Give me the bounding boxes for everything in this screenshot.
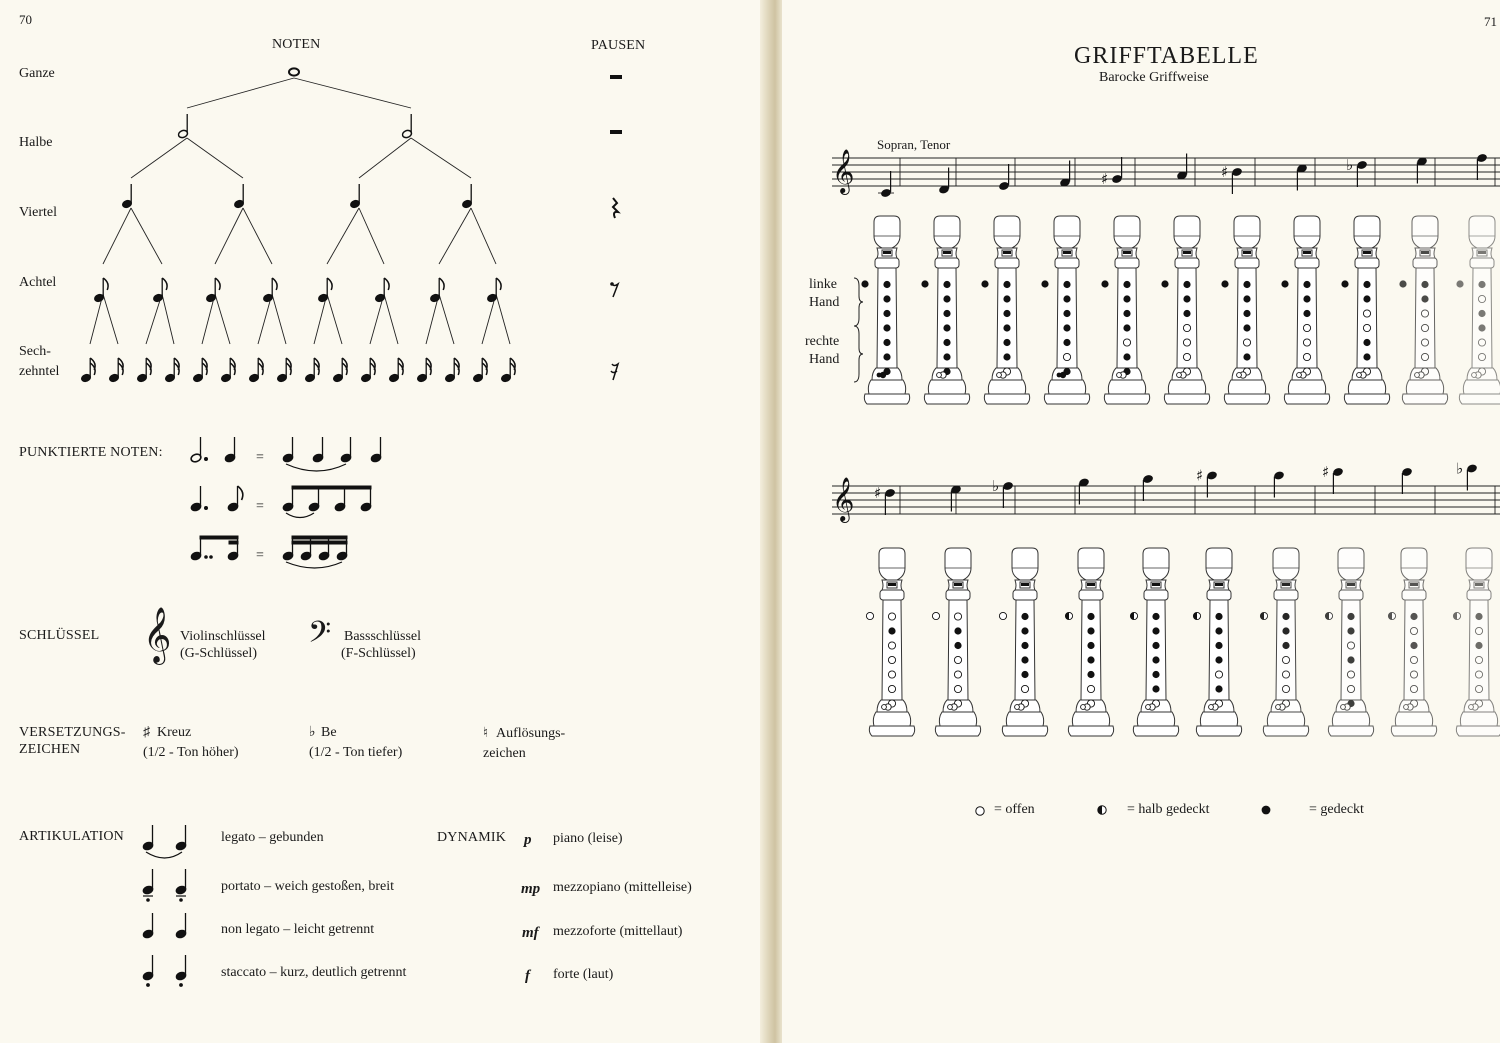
recorder-fingering — [861, 216, 909, 404]
flat-icon: ♭ — [309, 725, 316, 740]
recorder-fingering — [866, 548, 914, 736]
legend-open-text: = offen — [994, 802, 1035, 817]
flat-desc: (1/2 - Ton tiefer) — [309, 745, 403, 760]
page-number-left: 70 — [19, 12, 32, 27]
hand-right-2: Hand — [809, 352, 840, 367]
treble-clef-icon: 𝄞 — [143, 609, 172, 662]
treble-clef-icon: 𝄞 — [832, 477, 855, 521]
dotted-equals-3: = — [256, 548, 264, 563]
bass-clef-icon: 𝄢 — [308, 616, 332, 656]
recorder-fingering — [1221, 216, 1269, 404]
treble-clef-icon: 𝄞 — [832, 149, 855, 193]
staff-note — [992, 477, 1014, 508]
recorder-fingering — [921, 216, 969, 404]
dynamic-mark-mf: mf — [522, 925, 539, 941]
dynamic-mark-mp: mp — [521, 881, 541, 897]
row-label-halbe: Halbe — [19, 135, 53, 150]
dynamic-text-p: piano (leise) — [553, 831, 623, 846]
treble-clef-desc: (G-Schlüssel) — [180, 646, 257, 661]
staff-row-1 — [832, 158, 1500, 186]
staff-note — [1101, 157, 1123, 188]
page-number-right: 71 — [1484, 14, 1497, 29]
recorder-fingering — [1193, 548, 1241, 736]
sharp-icon: ♯ — [143, 725, 150, 740]
articulation-non-legato: non legato – leicht getrennt — [221, 922, 375, 937]
hand-left-2: Hand — [809, 295, 840, 310]
recorder-fingering — [1453, 548, 1500, 736]
recorder-fingering — [1260, 548, 1308, 736]
recorder-fingering — [1388, 548, 1436, 736]
row-label-sechzehntel-1: Sech- — [19, 344, 51, 359]
recorder-fingering — [1065, 548, 1113, 736]
articulation-legato: legato – gebunden — [221, 830, 324, 845]
row-label-sechzehntel-2: zehntel — [19, 364, 60, 379]
chart-title: GRIFFTABELLE — [1074, 43, 1259, 69]
recorder-fingering — [1041, 216, 1089, 404]
legend-closed-icon — [1262, 806, 1271, 815]
staff-note — [1401, 467, 1413, 494]
recorder-fingering — [999, 548, 1047, 736]
flat-label: Be — [321, 725, 337, 740]
dynamic-mark-f: f — [525, 968, 530, 984]
staff-note — [1346, 156, 1368, 187]
recorder-fingering — [1341, 216, 1389, 404]
brace-right-hand — [854, 326, 863, 382]
svg-text:♯: ♯ — [1322, 463, 1330, 481]
staff-note — [998, 164, 1010, 191]
recorder-fingering — [1101, 216, 1149, 404]
bass-clef-desc: (F-Schlüssel) — [341, 646, 416, 661]
dynamics-heading: DYNAMIK — [437, 830, 507, 845]
staff-note — [878, 171, 894, 198]
recorder-fingering — [981, 216, 1029, 404]
bass-clef-label: Bassschlüssel — [344, 629, 421, 644]
legend-open-icon — [976, 807, 984, 815]
row-label-ganze: Ganze — [19, 66, 55, 81]
dotted-equals-1: = — [256, 450, 264, 465]
dynamic-text-mp: mezzopiano (mittelleise) — [553, 880, 692, 895]
svg-text:♯: ♯ — [1221, 163, 1229, 181]
legend-half-text: = halb gedeckt — [1127, 802, 1210, 817]
row-label-achtel: Achtel — [19, 275, 57, 290]
sharp-desc: (1/2 - Ton höher) — [143, 745, 239, 760]
svg-text:♯: ♯ — [1101, 170, 1109, 188]
legend-closed-text: = gedeckt — [1309, 802, 1364, 817]
accidentals-heading-1: VERSETZUNGS- — [19, 725, 126, 740]
dotted-equals-2: = — [256, 499, 264, 514]
fingering-chart — [782, 0, 1500, 1043]
recorder-fingering — [932, 548, 980, 736]
clefs-heading: SCHLÜSSEL — [19, 628, 100, 643]
treble-clef-label: Violinschlüssel — [180, 629, 266, 644]
staff-note — [1476, 153, 1488, 180]
staff-label: Sopran, Tenor — [877, 137, 951, 152]
accidentals-heading-2: ZEICHEN — [19, 742, 81, 757]
staff-note — [1322, 463, 1344, 494]
svg-text:♭: ♭ — [992, 477, 1000, 495]
dotted-heading: PUNKTIERTE NOTEN: — [19, 445, 163, 460]
recorder-fingering — [1161, 216, 1209, 404]
staff-note — [874, 484, 896, 515]
dynamic-text-f: forte (laut) — [553, 967, 614, 982]
row-label-viertel: Viertel — [19, 205, 58, 220]
recorder-fingering — [1456, 216, 1500, 404]
articulation-staccato: staccato – kurz, deutlich getrennt — [221, 965, 407, 980]
articulation-heading: ARTIKULATION — [19, 829, 124, 844]
recorder-fingering — [1130, 548, 1178, 736]
right-page — [782, 0, 1500, 1043]
svg-text:♭: ♭ — [1456, 459, 1464, 478]
natural-label-1: Auflösungs- — [496, 726, 566, 741]
noten-header: NOTEN — [272, 37, 321, 52]
recorder-fingering — [1281, 216, 1329, 404]
hand-left-1: linke — [809, 277, 837, 292]
recorder-fingering — [1399, 216, 1447, 404]
svg-text:♯: ♯ — [1196, 466, 1204, 485]
dynamic-mark-p: p — [524, 832, 532, 848]
svg-text:♭: ♭ — [1346, 156, 1354, 174]
staff-row-2 — [832, 486, 1500, 514]
natural-icon: ♮ — [483, 726, 489, 741]
staff-note — [1142, 474, 1154, 501]
svg-text:♯: ♯ — [874, 484, 882, 502]
staff-note — [1221, 163, 1243, 194]
chart-subtitle: Barocke Griffweise — [1099, 70, 1209, 85]
dynamic-text-mf: mezzoforte (mittellaut) — [553, 924, 683, 939]
hand-right-1: rechte — [805, 334, 840, 349]
pausen-header: PAUSEN — [591, 38, 646, 53]
recorder-fingering — [1325, 548, 1373, 736]
sharp-label: Kreuz — [157, 725, 192, 740]
natural-label-2: zeichen — [483, 746, 526, 761]
articulation-portato: portato – weich gestoßen, breit — [221, 879, 395, 894]
